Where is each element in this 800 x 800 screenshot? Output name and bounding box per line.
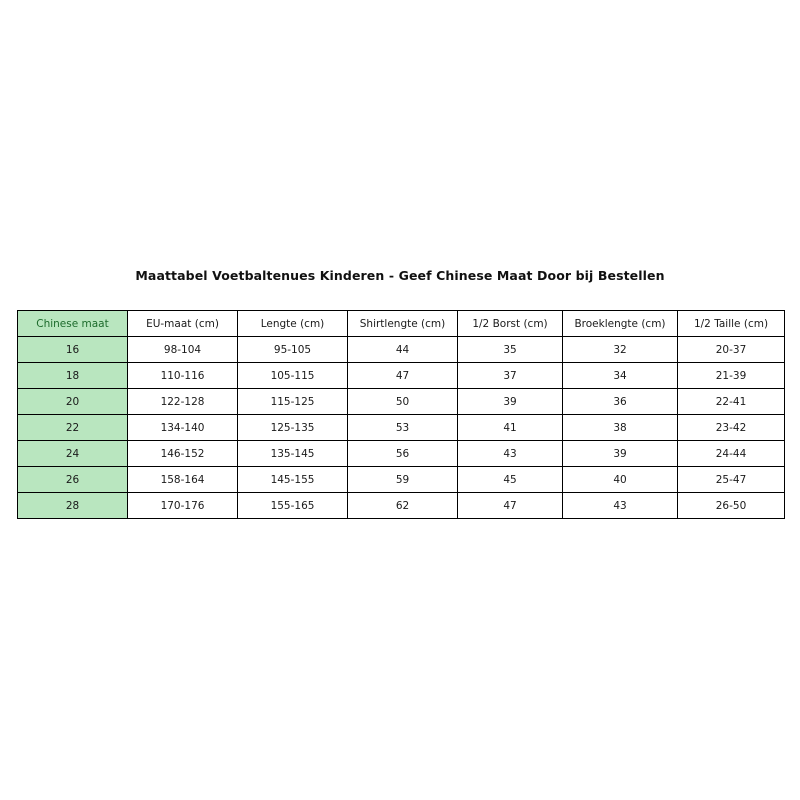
cell-broeklengte: 34 — [563, 363, 678, 389]
cell-eu-maat: 122-128 — [128, 389, 238, 415]
page-title: Maattabel Voetbaltenues Kinderen - Geef Chinese Maat Door bij Bestellen — [135, 268, 665, 283]
cell-chinese-maat: 22 — [18, 415, 128, 441]
cell-shirtlengte: 53 — [348, 415, 458, 441]
cell-half-borst: 45 — [458, 467, 563, 493]
cell-half-borst: 39 — [458, 389, 563, 415]
cell-half-taille: 24-44 — [678, 441, 785, 467]
cell-shirtlengte: 62 — [348, 493, 458, 519]
cell-chinese-maat: 18 — [18, 363, 128, 389]
column-header-half-borst: 1/2 Borst (cm) — [458, 311, 563, 337]
cell-chinese-maat: 26 — [18, 467, 128, 493]
column-header-half-taille: 1/2 Taille (cm) — [678, 311, 785, 337]
cell-lengte: 135-145 — [238, 441, 348, 467]
cell-shirtlengte: 50 — [348, 389, 458, 415]
cell-eu-maat: 146-152 — [128, 441, 238, 467]
table-header-row — [18, 311, 785, 337]
cell-eu-maat: 134-140 — [128, 415, 238, 441]
cell-lengte: 95-105 — [238, 337, 348, 363]
column-header-eu-maat: EU-maat (cm) — [128, 311, 238, 337]
cell-broeklengte: 40 — [563, 467, 678, 493]
column-header-shirtlengte: Shirtlengte (cm) — [348, 311, 458, 337]
cell-eu-maat: 110-116 — [128, 363, 238, 389]
cell-broeklengte: 39 — [563, 441, 678, 467]
cell-shirtlengte: 47 — [348, 363, 458, 389]
cell-broeklengte: 43 — [563, 493, 678, 519]
cell-half-taille: 22-41 — [678, 389, 785, 415]
cell-chinese-maat: 28 — [18, 493, 128, 519]
cell-half-taille: 20-37 — [678, 337, 785, 363]
size-chart-container — [17, 310, 784, 519]
cell-half-taille: 21-39 — [678, 363, 785, 389]
cell-lengte: 105-115 — [238, 363, 348, 389]
table-row — [18, 415, 785, 441]
table-row — [18, 493, 785, 519]
table-header — [18, 311, 785, 337]
cell-eu-maat: 98-104 — [128, 337, 238, 363]
cell-eu-maat: 170-176 — [128, 493, 238, 519]
cell-half-borst: 35 — [458, 337, 563, 363]
cell-broeklengte: 32 — [563, 337, 678, 363]
cell-chinese-maat: 20 — [18, 389, 128, 415]
cell-lengte: 125-135 — [238, 415, 348, 441]
table-body — [18, 337, 785, 519]
table-row — [18, 389, 785, 415]
table-row — [18, 467, 785, 493]
cell-lengte: 115-125 — [238, 389, 348, 415]
cell-half-taille: 26-50 — [678, 493, 785, 519]
column-header-lengte: Lengte (cm) — [238, 311, 348, 337]
column-header-chinese-maat: Chinese maat — [18, 311, 128, 337]
cell-eu-maat: 158-164 — [128, 467, 238, 493]
cell-half-taille: 23-42 — [678, 415, 785, 441]
cell-lengte: 155-165 — [238, 493, 348, 519]
table-row — [18, 363, 785, 389]
size-chart-table — [17, 310, 785, 519]
cell-half-borst: 41 — [458, 415, 563, 441]
cell-broeklengte: 38 — [563, 415, 678, 441]
cell-shirtlengte: 56 — [348, 441, 458, 467]
table-row — [18, 441, 785, 467]
cell-chinese-maat: 16 — [18, 337, 128, 363]
cell-broeklengte: 36 — [563, 389, 678, 415]
cell-half-borst: 43 — [458, 441, 563, 467]
table-row — [18, 337, 785, 363]
cell-half-taille: 25-47 — [678, 467, 785, 493]
cell-shirtlengte: 44 — [348, 337, 458, 363]
cell-chinese-maat: 24 — [18, 441, 128, 467]
cell-shirtlengte: 59 — [348, 467, 458, 493]
column-header-broeklengte: Broeklengte (cm) — [563, 311, 678, 337]
cell-half-borst: 47 — [458, 493, 563, 519]
cell-half-borst: 37 — [458, 363, 563, 389]
cell-lengte: 145-155 — [238, 467, 348, 493]
